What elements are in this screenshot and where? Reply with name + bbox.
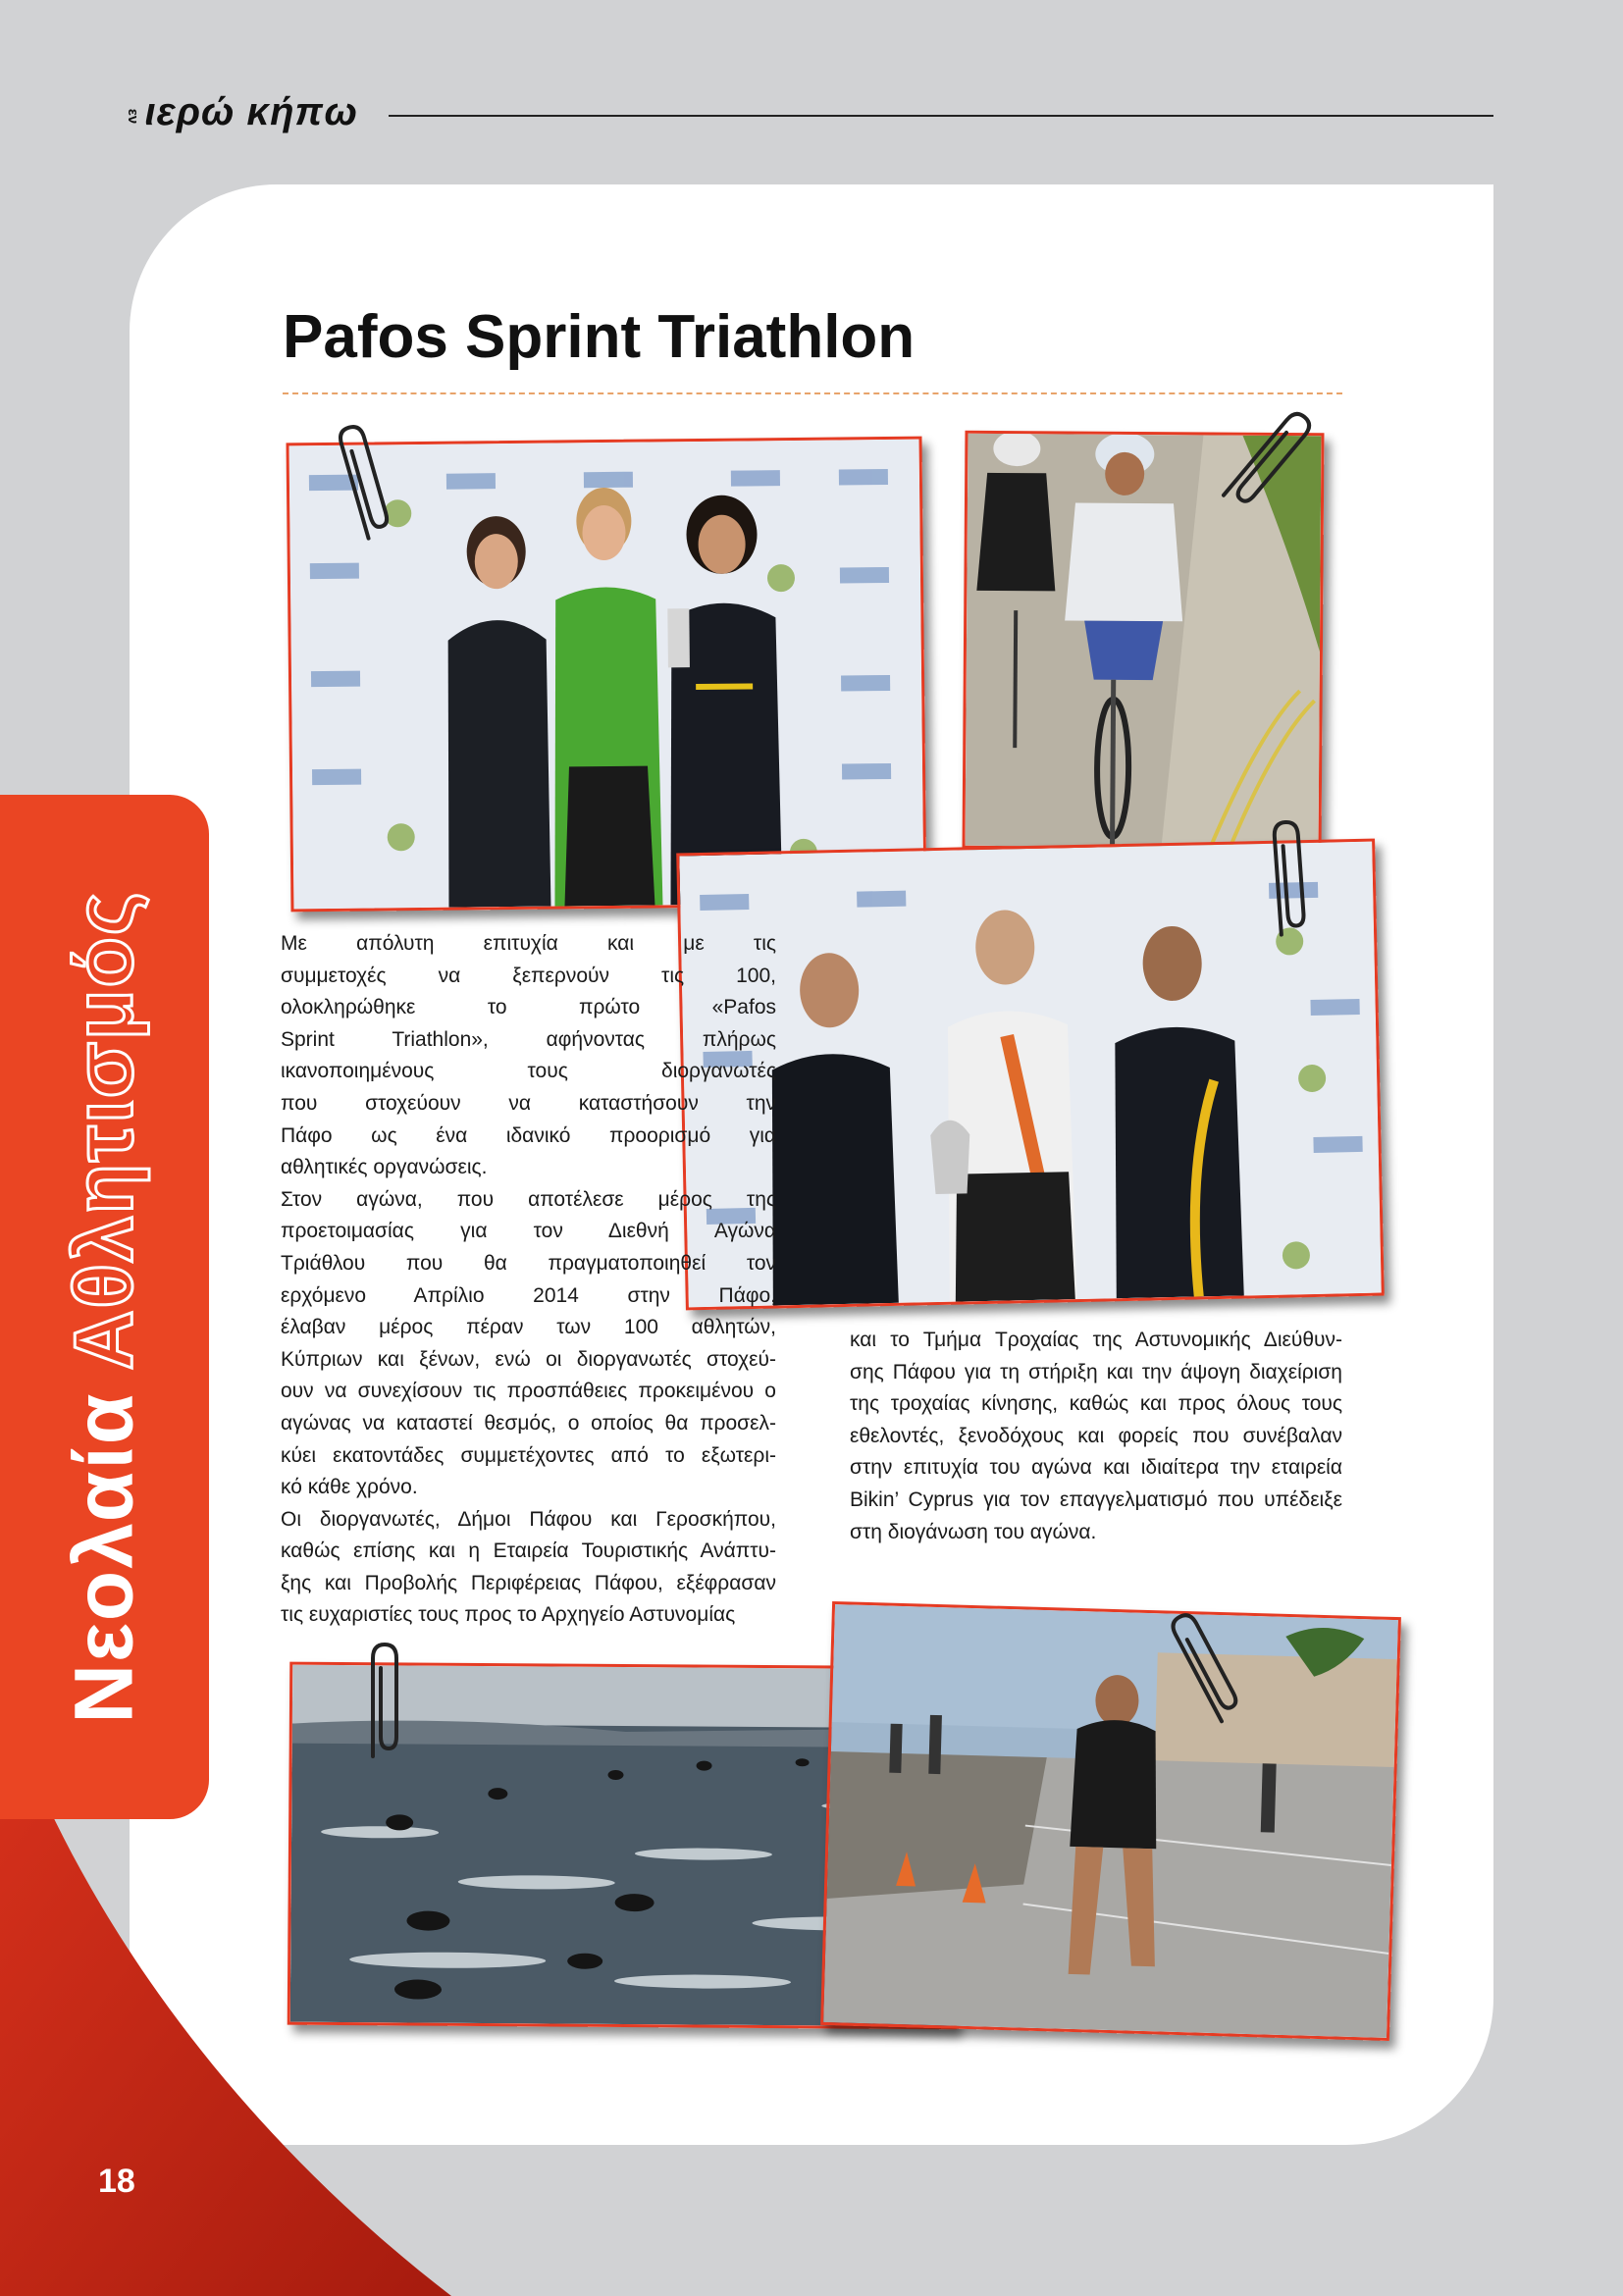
masthead-rule xyxy=(389,115,1493,117)
article-line: ολοκληρώθηκε το πρώτο «Pafos xyxy=(281,996,776,1019)
article-line: συμμετοχές να ξεπερνούν τις 100, xyxy=(281,964,776,987)
article-line: ερχόμενο Απρίλιο 2014 στην Πάφο, xyxy=(281,1283,776,1307)
article-line: Sprint Triathlon», αφήνοντας πλήρως xyxy=(281,1027,776,1051)
article-line: αθλητικές οργανώσεις. xyxy=(281,1156,488,1179)
paperclip-icon xyxy=(353,1639,412,1766)
masthead-small: εν xyxy=(125,108,142,125)
article-line: Πάφο ως ένα ιδανικό προορισμό για xyxy=(281,1123,776,1147)
article-line: κό κάθε χρόνο. xyxy=(281,1476,418,1499)
title-divider xyxy=(283,392,1342,394)
article-line: που στοχεύουν να καταστήσουν την xyxy=(281,1091,776,1115)
article-line: καθώς επίσης και η Εταιρεία Τουριστικής Ανάπτυ- xyxy=(281,1539,776,1563)
article-line: Κύπριων και ξένων, ενώ οι διοργανωτές στοχεύ- xyxy=(281,1347,776,1371)
page-number: 18 xyxy=(98,2163,135,2200)
article-line: προετοιμασίας για τον Διεθνή Αγώνα xyxy=(281,1220,776,1243)
article-line: ξης και Προβολής Περιφέρειας Πάφου, εξέφρασαν xyxy=(281,1571,776,1594)
article-line: κύει εκατοντάδες συμμετέχοντες από το εξωτερι- xyxy=(281,1443,776,1467)
article-line: Οι διοργανωτές, Δήμοι Πάφου και Γεροσκήπου, xyxy=(281,1507,776,1531)
section-tab-word1: Νεολαία xyxy=(57,1391,150,1724)
paperclip-icon xyxy=(1254,814,1322,946)
article-line: αγώνας να καταστεί θεσμός, ο οποίος θα προσελ- xyxy=(281,1411,776,1435)
article-line: Bikin’ Cyprus για τον επαγγελματισμό που υπέδειξε xyxy=(850,1487,1342,1511)
photo-runner xyxy=(820,1601,1401,2041)
article-line: στην επιτυχία του αγώνα και ιδιαίτερα την εταιρεία xyxy=(850,1456,1342,1480)
masthead xyxy=(126,90,358,134)
article-line: Τριάθλου που θα πραγματοποιηθεί τον xyxy=(281,1251,776,1275)
article-line: και το Τμήμα Τροχαίας της Αστυνομικής Διεύθυν- xyxy=(850,1329,1342,1351)
article-line: Στον αγώνα, που αποτέλεσε μέρος της xyxy=(281,1187,776,1211)
article-title: Pafos Sprint Triathlon xyxy=(283,303,916,371)
article-line: της τροχαίας κίνησης, καθώς και προς όλους τους xyxy=(850,1392,1342,1416)
article-line: έλαβαν μέρος πέραν των 100 αθλητών, xyxy=(281,1316,776,1339)
article-line: ικανοποιημένους τους διοργανωτές xyxy=(281,1060,776,1083)
article-line: Με απόλυτη επιτυχία και με τις xyxy=(281,932,776,955)
article-column-1 xyxy=(281,928,776,1632)
section-tab-word2: Αθλητισμός xyxy=(57,890,150,1371)
article-line: σης Πάφου για τη στήριξη και την άψογη διαχείριση xyxy=(850,1360,1342,1383)
article-line: στη διογάνωση του αγώνα. xyxy=(850,1520,1097,1543)
masthead-name: ιερώ κήπω xyxy=(144,90,358,133)
article-line: εθελοντές, ξενοδόχους και φορείς που συνέβαλαν xyxy=(850,1424,1342,1447)
article-column-2 xyxy=(850,1325,1342,1548)
section-tab xyxy=(0,795,209,1819)
article-line: ουν να συνεχίσουν τις προσπάθειες προκειμένου ο xyxy=(281,1380,776,1403)
article-line: τις ευχαριστίες τους προς το Αρχηγείο Αστυνομίας xyxy=(281,1603,736,1627)
